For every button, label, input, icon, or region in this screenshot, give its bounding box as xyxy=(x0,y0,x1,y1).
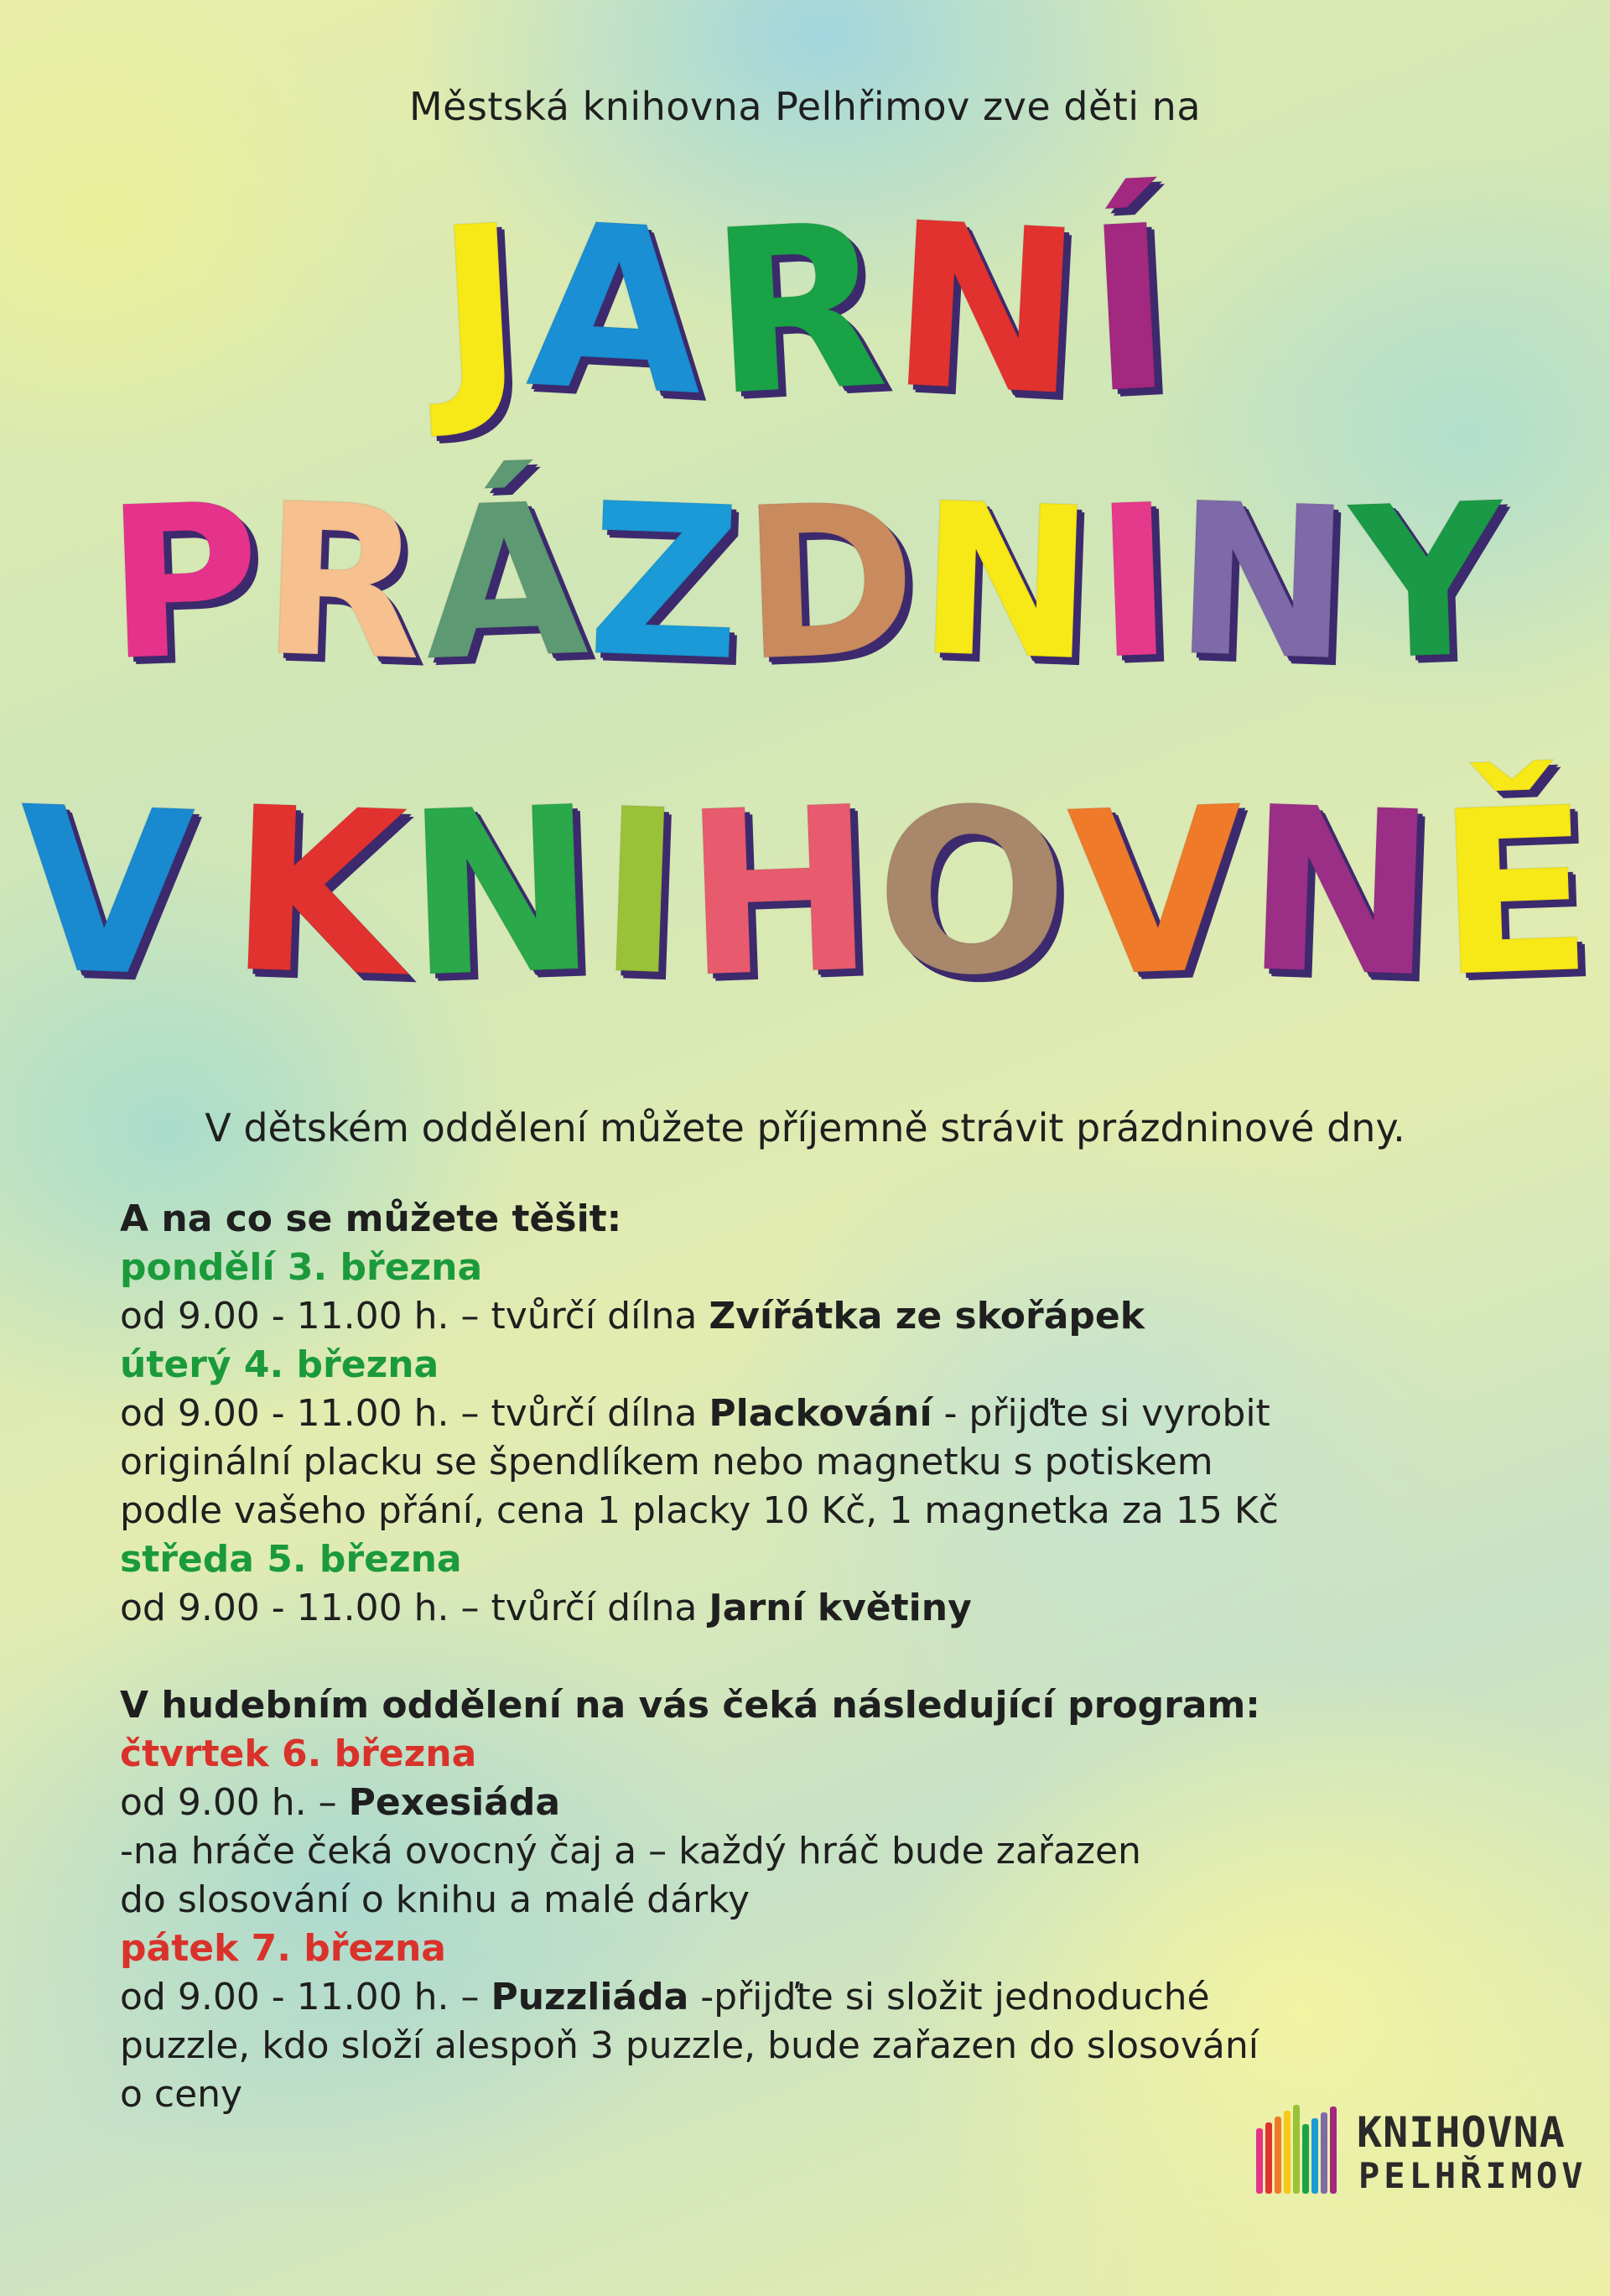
event-line: od 9.00 - 11.00 h. – tvůrčí dílna Plackování - přijďte si vyrobit xyxy=(120,1392,1270,1435)
event-desc: originální placku se špendlíkem nebo magnetku s potiskem xyxy=(120,1441,1213,1483)
event-date: pátek 7. března xyxy=(120,1927,446,1970)
title-letter: A xyxy=(522,173,711,447)
title-letter: V xyxy=(1064,757,1249,1028)
event-line: od 9.00 h. – Pexesiáda xyxy=(120,1781,561,1824)
program-content xyxy=(120,1195,1562,2119)
title-letter: I xyxy=(593,759,688,1026)
title-line-3 xyxy=(0,757,1610,1028)
logo-word-knihovna: KNIHOVNA xyxy=(1357,2108,1566,2157)
title-letter: R xyxy=(704,173,892,447)
logo-bar xyxy=(1302,2124,1309,2194)
title-letter: P xyxy=(101,457,264,708)
event-name: Zvířátka ze skořápek xyxy=(709,1295,1145,1338)
section1-heading: A na co se můžete těšit: xyxy=(120,1197,622,1240)
logo-bar xyxy=(1330,2106,1337,2194)
event-desc: podle vašeho přání, cena 1 placky 10 Kč, 1 magnetka za 15 Kč xyxy=(120,1489,1279,1532)
intro-text: Městská knihovna Pelhřimov zve děti na xyxy=(408,84,1202,129)
event-desc: -na hráče čeká ovocný čaj a – každý hráč bude zařazen xyxy=(120,1830,1141,1873)
title-letter: N xyxy=(1241,757,1441,1028)
title-letter: Á xyxy=(420,457,591,708)
title-letter: V xyxy=(13,757,198,1028)
title-line-2 xyxy=(0,457,1610,708)
logo-bar xyxy=(1321,2112,1327,2194)
event-desc: do slosování o knihu a malé dárky xyxy=(120,1878,750,1921)
logo-bar xyxy=(1284,2111,1291,2194)
title-letter: N xyxy=(885,173,1088,447)
title-letter: J xyxy=(430,175,529,444)
event-name: Puzzliáda xyxy=(491,1976,689,2018)
title-letter: D xyxy=(738,457,921,708)
section2-heading: V hudebním oddělení na vás čeká následující program: xyxy=(120,1684,1260,1727)
logo-bar xyxy=(1293,2105,1300,2194)
logo-bar xyxy=(1265,2122,1272,2194)
title-letter: H xyxy=(679,757,879,1028)
event-date: pondělí 3. března xyxy=(120,1246,483,1289)
lead-text: V dětském oddělení můžete příjemně strávit prázdninové dny. xyxy=(205,1105,1405,1151)
event-line: od 9.00 - 11.00 h. – Puzzliáda -přijďte si složit jednoduché xyxy=(120,1976,1210,2018)
library-logo xyxy=(1251,2105,1587,2197)
title-letter: I xyxy=(1090,459,1178,706)
books-logo-icon xyxy=(1251,2105,1343,2197)
event-date: čtvrtek 6. března xyxy=(120,1732,477,1775)
title-letter xyxy=(191,779,232,1006)
logo-bar xyxy=(1275,2117,1281,2194)
event-name: Jarní květiny xyxy=(709,1587,972,1629)
title-line-1 xyxy=(0,173,1610,447)
event-line: od 9.00 - 11.00 h. – tvůrčí dílna Jarní květiny xyxy=(120,1587,972,1629)
event-desc: puzzle, kdo složí alespoň 3 puzzle, bude zařazen do slosování xyxy=(120,2024,1259,2067)
title-letter: N xyxy=(1171,457,1355,708)
event-desc: o ceny xyxy=(120,2073,243,2116)
event-name: Plackování xyxy=(709,1392,932,1435)
event-date: úterý 4. března xyxy=(120,1343,439,1386)
title-letter: Z xyxy=(584,457,745,708)
title-letter: N xyxy=(913,457,1098,708)
title-letter: N xyxy=(402,757,601,1028)
logo-bar xyxy=(1256,2128,1263,2194)
logo-bar xyxy=(1311,2118,1318,2194)
event-date: středa 5. března xyxy=(120,1538,462,1581)
title-letter: R xyxy=(257,457,428,708)
event-line: od 9.00 - 11.00 h. – tvůrčí dílna Zvířátka ze skořápek xyxy=(120,1295,1145,1338)
event-name: Pexesiáda xyxy=(348,1781,561,1824)
title-letter: K xyxy=(225,757,410,1028)
title-letter: Y xyxy=(1348,457,1509,708)
title-letter: O xyxy=(870,757,1072,1028)
title-letter: Í xyxy=(1081,175,1180,444)
logo-word-pelhrimov: PELHŘIMOV xyxy=(1358,2155,1587,2196)
title-letter: Ě xyxy=(1432,757,1597,1028)
